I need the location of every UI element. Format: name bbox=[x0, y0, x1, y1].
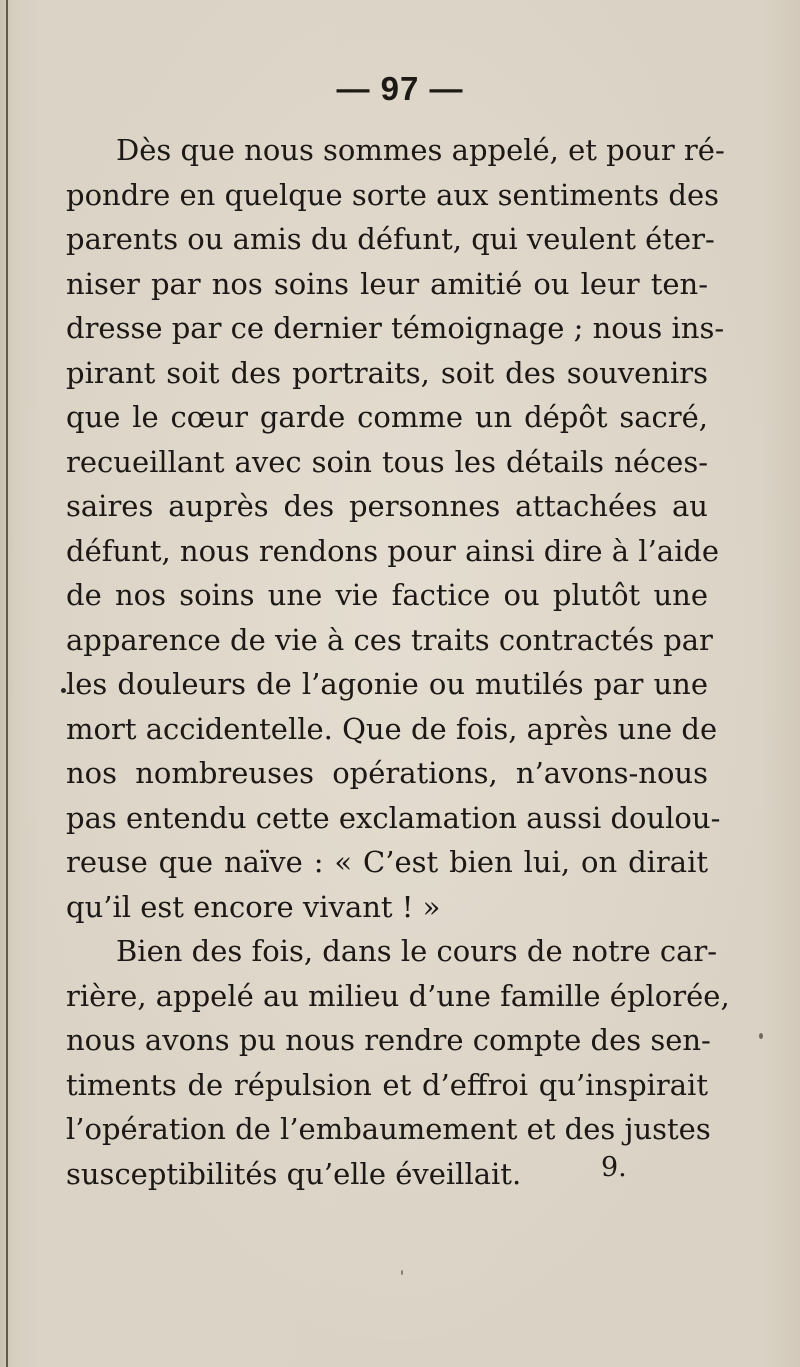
text-line: nos nombreuses opérations, n’avons-nous bbox=[66, 756, 708, 790]
text-line: de nos soins une vie factice ou plutôt une bbox=[66, 578, 708, 612]
text-line: reuse que naïve : « C’est bien lui, on dirait bbox=[66, 845, 708, 879]
text-line: pirant soit des portraits, soit des souvenirs bbox=[66, 355, 708, 390]
text-line: les douleurs de l’agonie ou mutilés par une bbox=[66, 667, 708, 701]
text-line: niser par nos soins leur amitié ou leur ten- bbox=[66, 266, 708, 301]
ink-speck bbox=[401, 1270, 403, 1275]
text-line: l’opération de l’embaumement et des justes bbox=[66, 1112, 711, 1146]
text-line: rière, appelé au milieu d’une famille éplorée, bbox=[66, 978, 730, 1013]
page-number: — 97 — bbox=[336, 70, 464, 107]
signature-mark: 9. bbox=[601, 1152, 627, 1183]
text-line: qu’il est encore vivant ! » bbox=[66, 889, 441, 924]
text-line: timents de répulsion et d’effroi qu’inspirait bbox=[66, 1067, 708, 1102]
text-line: recueillant avec soin tous les détails néces- bbox=[66, 444, 708, 479]
ink-speck bbox=[759, 1033, 763, 1039]
body-text bbox=[66, 128, 730, 1196]
text-line: saires auprès des personnes attachées au bbox=[66, 489, 708, 523]
text-line: parents ou amis du défunt, qui veulent éter- bbox=[66, 222, 715, 256]
ink-speck bbox=[61, 688, 66, 693]
text-line: défunt, nous rendons pour ainsi dire à l’aide bbox=[66, 533, 720, 568]
text-line: nous avons pu nous rendre compte des sen- bbox=[66, 1023, 711, 1057]
text-line: mort accidentelle. Que de fois, après une de bbox=[66, 711, 718, 746]
text-line: Bien des fois, dans le cours de notre car- bbox=[116, 934, 718, 968]
text-line: susceptibilités qu’elle éveillait. bbox=[66, 1156, 522, 1191]
text-line: Dès que nous sommes appelé, et pour ré- bbox=[116, 133, 725, 167]
text-line: que le cœur garde comme un dépôt sacré, bbox=[66, 400, 708, 434]
text-line: pondre en quelque sorte aux sentiments des bbox=[66, 177, 719, 212]
text-line: dresse par ce dernier témoignage ; nous ins- bbox=[66, 311, 725, 345]
page-edge-shadow bbox=[6, 0, 8, 1367]
text-line: apparence de vie à ces traits contractés par bbox=[66, 622, 713, 657]
text-line: pas entendu cette exclamation aussi doulou- bbox=[66, 800, 721, 835]
